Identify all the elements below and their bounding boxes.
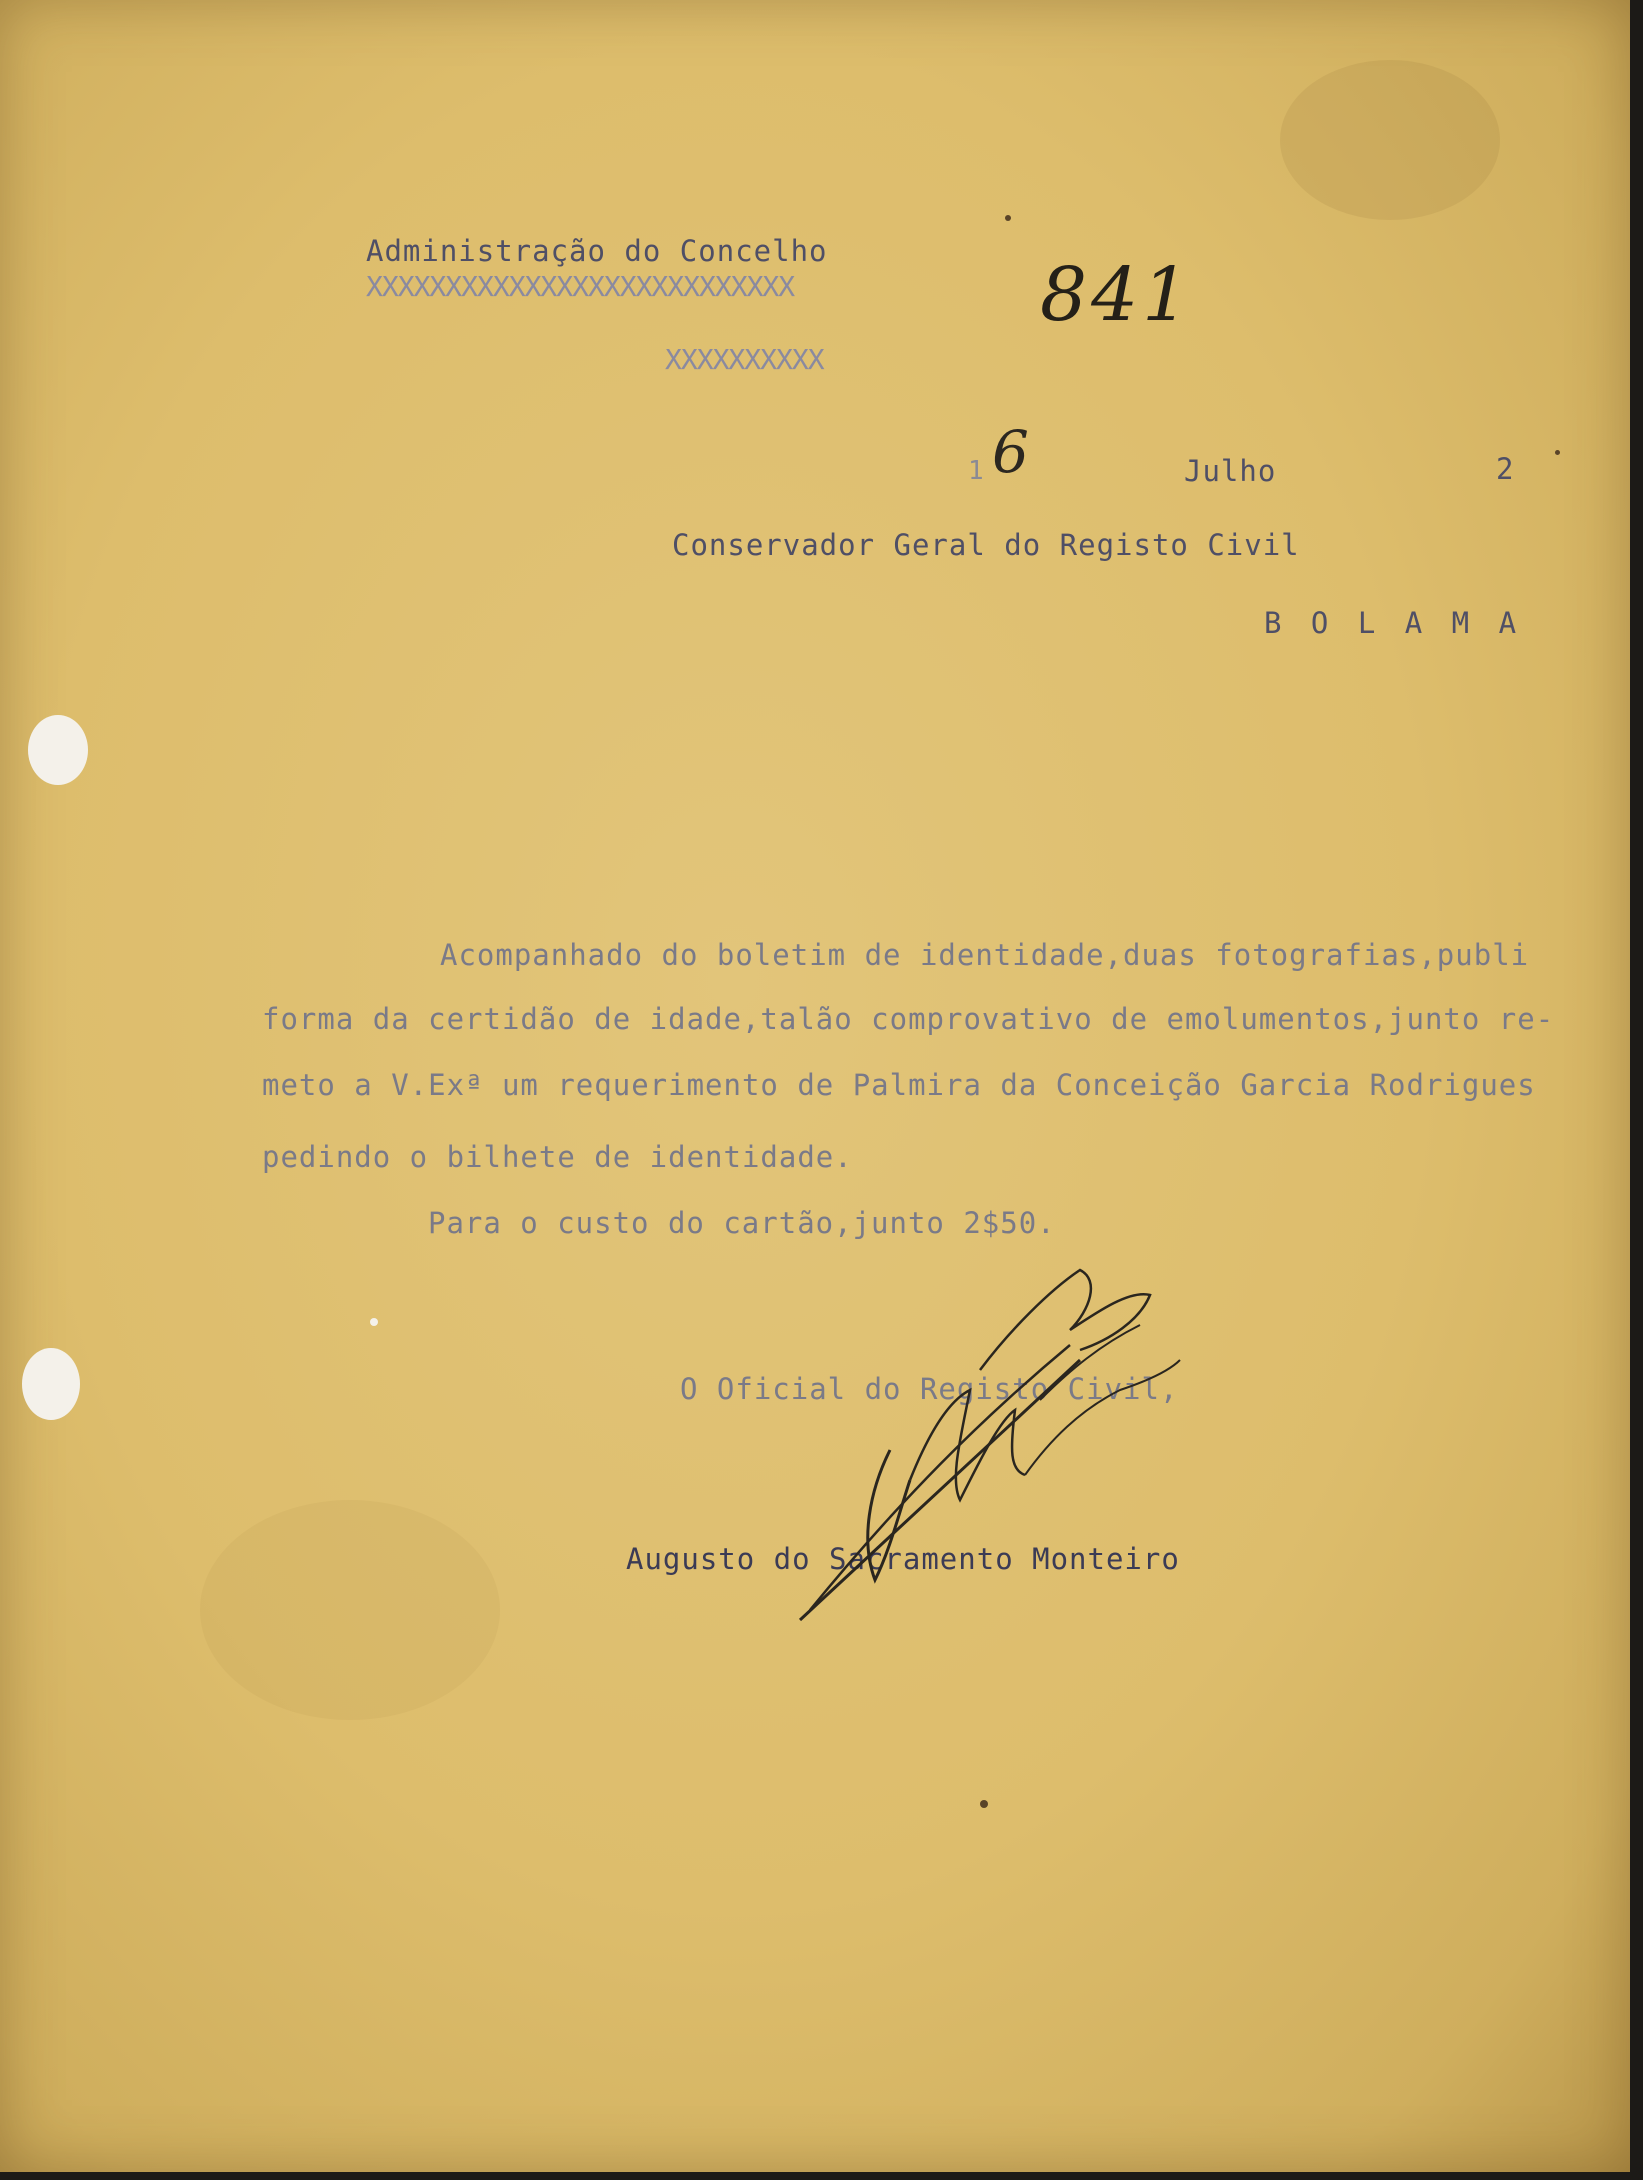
signoff-title: O Oficial do Registo Civil,: [680, 1372, 1179, 1406]
signoff-name: Augusto do Sacramento Monteiro: [626, 1542, 1180, 1576]
punch-hole-lower: [22, 1348, 80, 1420]
date-day-typed: 1: [968, 456, 984, 486]
date-year-fragment: 2: [1496, 452, 1515, 486]
paper-stain: [200, 1500, 500, 1720]
paper-spot: [980, 1800, 988, 1808]
struck-through-line: XXXXXXXXXXXXXXXXXXXXXXXXXXX: [366, 270, 795, 303]
body-line-2: forma da certidão de idade,talão comprovativo de emolumentos,junto re-: [262, 1002, 1555, 1036]
cost-line: Para o custo do cartão,junto 2$50.: [428, 1206, 1056, 1240]
punch-hole-dot: [370, 1318, 378, 1326]
paper-spot: [1555, 450, 1560, 455]
admin-heading: Administração do Concelho: [366, 234, 828, 268]
handwritten-annotation-number: 841: [1040, 252, 1194, 338]
date-day-handwritten: 6: [992, 418, 1029, 486]
date-month: Julho: [1184, 454, 1277, 488]
struck-through-short: XXXXXXXXXX: [665, 343, 824, 376]
body-line-3: meto a V.Exª um requerimento de Palmira da Conceição Garcia Rodrigues: [262, 1068, 1536, 1102]
paper-spot: [1005, 215, 1011, 221]
paper-stain: [1280, 60, 1500, 220]
punch-hole-upper: [28, 715, 88, 785]
handwritten-signature: [780, 1250, 1200, 1630]
body-line-4: pedindo o bilhete de identidade.: [262, 1140, 853, 1174]
recipient-place: B O L A M A: [1264, 606, 1523, 640]
body-line-1: Acompanhado do boletim de identidade,duas fotografias,publi: [440, 938, 1530, 972]
recipient-title: Conservador Geral do Registo Civil: [672, 528, 1300, 562]
